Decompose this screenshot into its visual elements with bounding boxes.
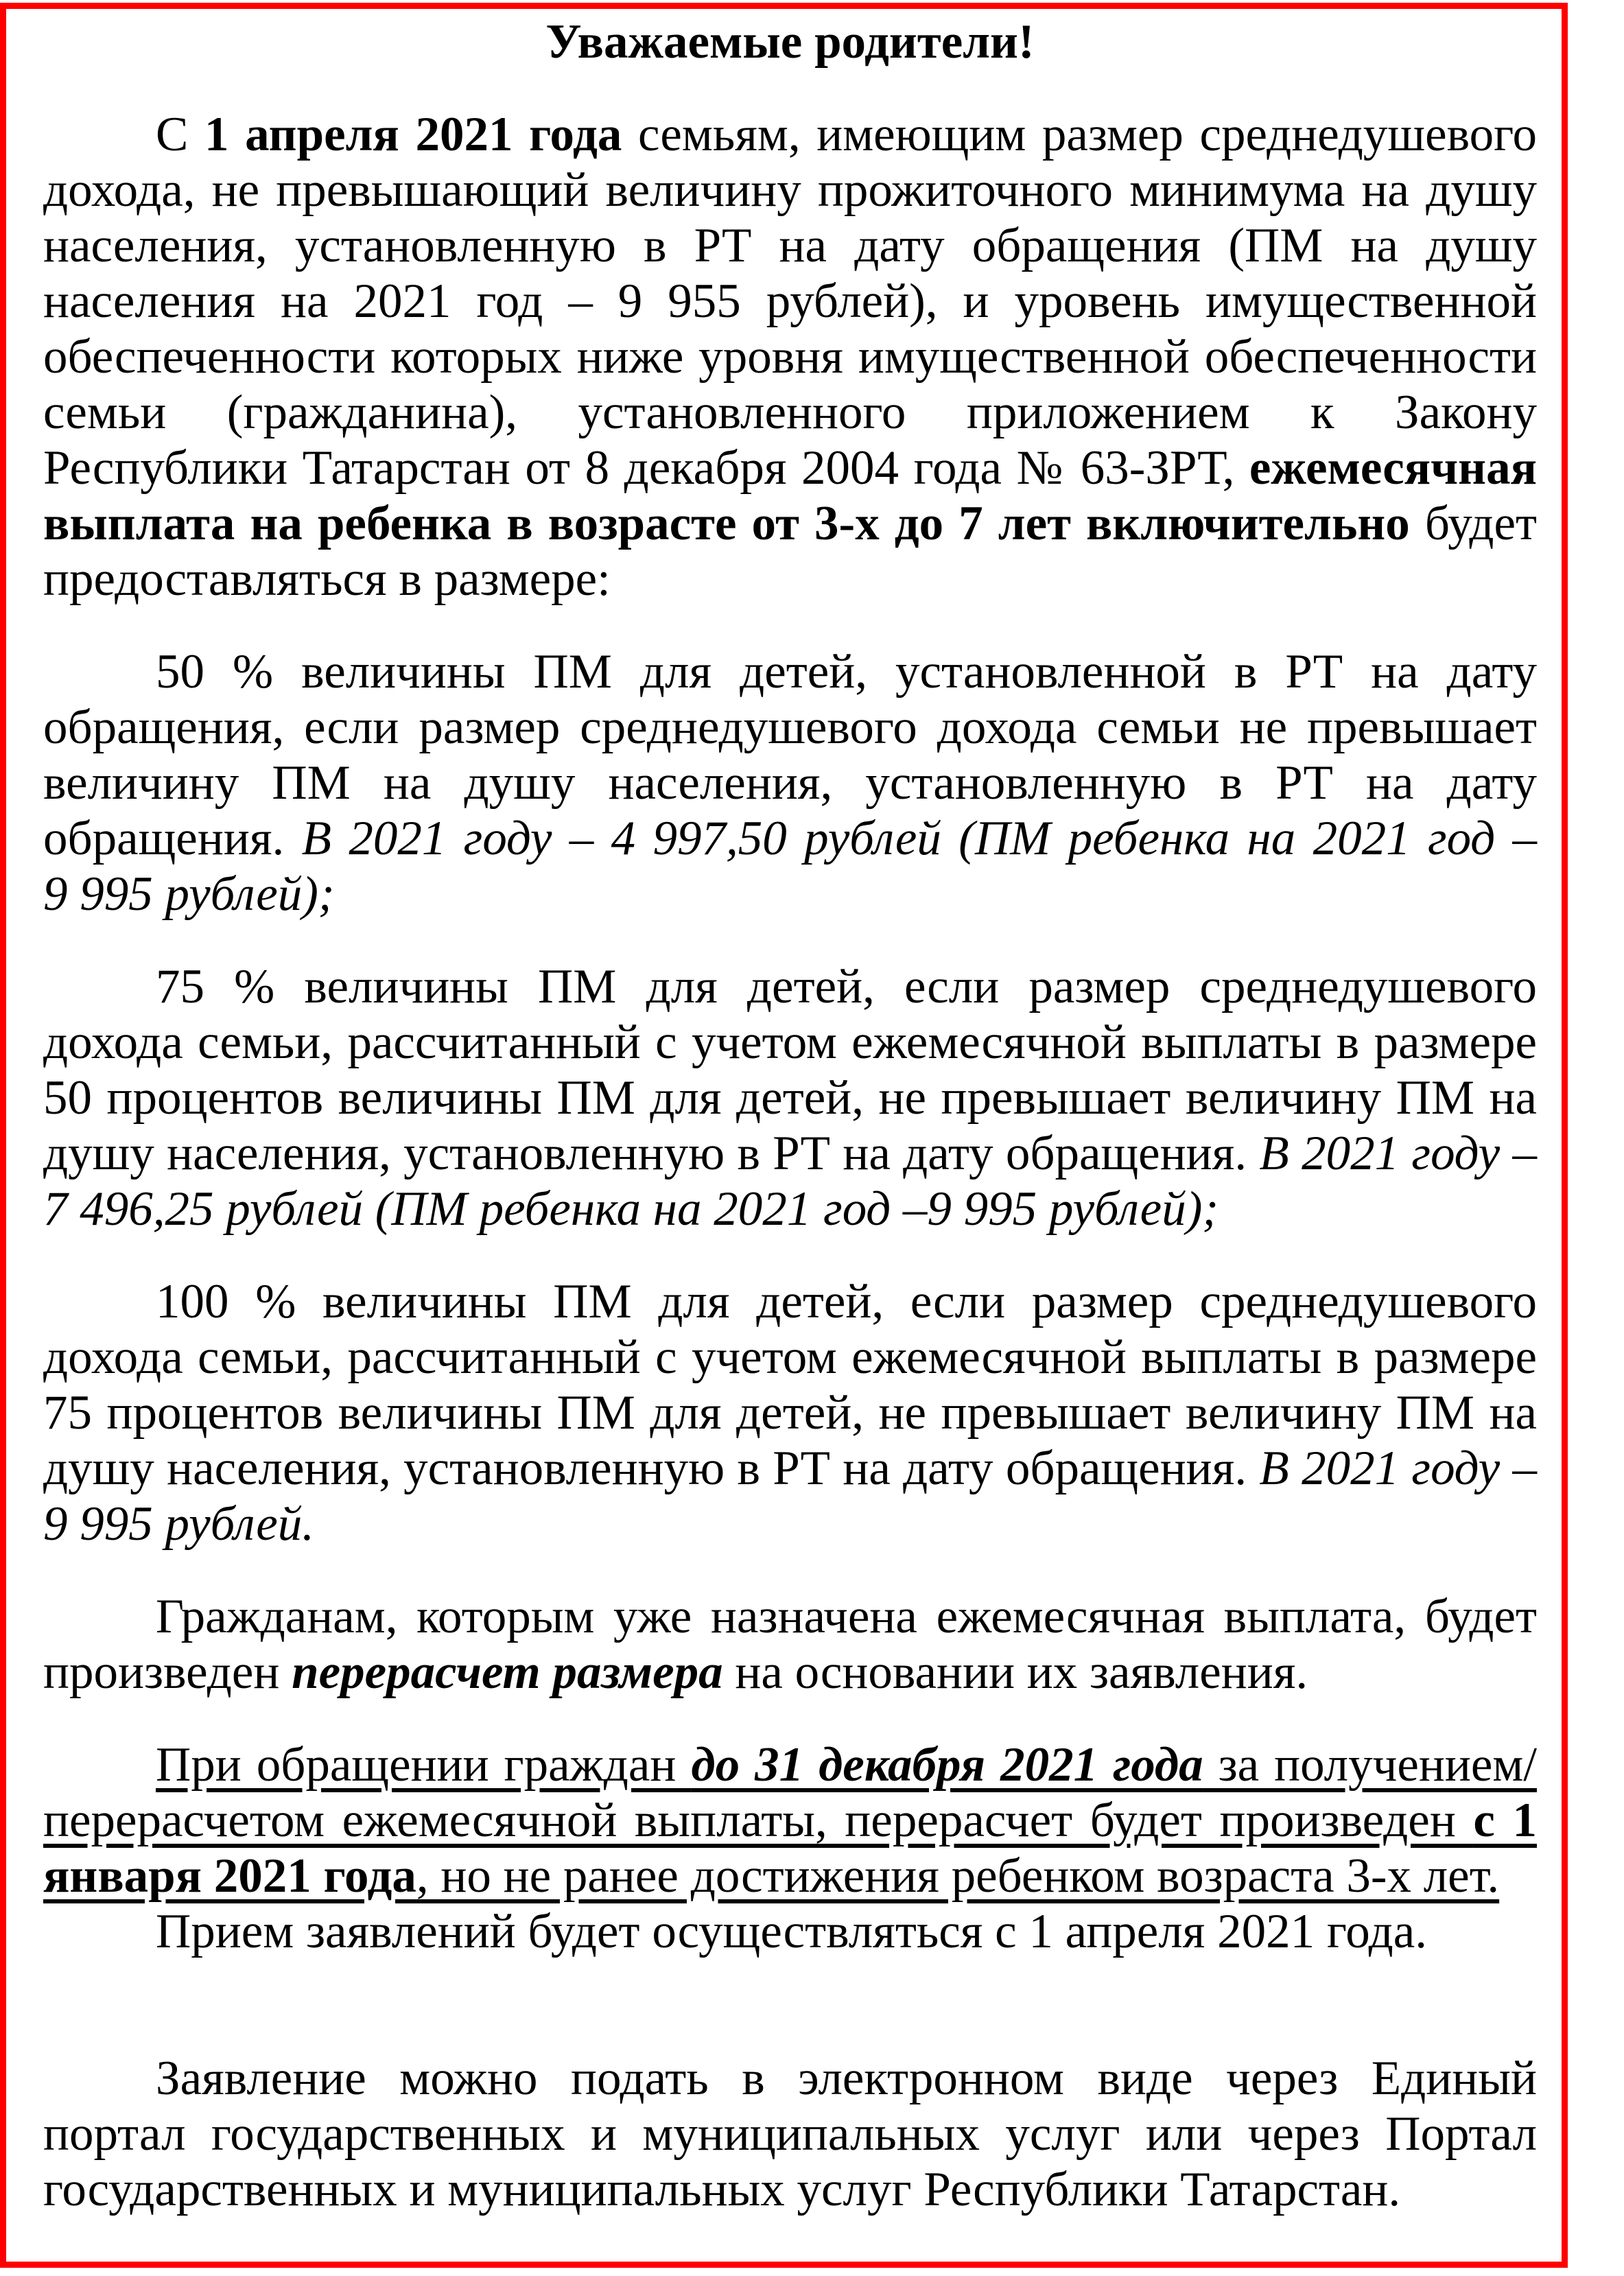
document-body: [43, 107, 1537, 2218]
paragraph-50-percent: [43, 644, 1537, 922]
text-run: перерасчет размера: [292, 1645, 723, 1699]
text-run: Гражданам, которым уже назначена ежемесячная выплата, будет произведен: [43, 1590, 1537, 1699]
page-title: Уважаемые родители!: [545, 15, 1035, 69]
paragraph-recalculation: [43, 1589, 1537, 1700]
text-run: за получением/перерасчетом ежемесячной выплаты, перерасчет будет произведен: [43, 1738, 1537, 1847]
text-run: В 2021 году – 9 995 рублей.: [43, 1442, 1537, 1551]
paragraph-intro: [43, 107, 1537, 607]
text-run: ежемесячная выплата на ребенка в возрасте от 3-х до 7 лет включительно: [43, 441, 1537, 550]
paragraph-75-percent: [43, 959, 1537, 1237]
text-run: на основании их заявления.: [722, 1645, 1308, 1699]
text-run: 75 % величины ПМ для детей, если размер среднедушевого дохода семьи, рассчитанный с учетом ежемесячной выплаты в размере 50 процентов величины ПМ для детей, не превышает величину ПМ на душу населения, установленную в РТ на дату обращения.: [43, 960, 1537, 1180]
text-run: Прием заявлений будет осуществляться с 1 апреля 2021 года.: [156, 1905, 1428, 1958]
paragraph-100-percent: [43, 1274, 1537, 1552]
text-run: 50 % величины ПМ для детей, установленной в РТ на дату обращения, если размер среднедушевого дохода семьи не превышает величину ПМ на душу населения, установленную в РТ на дату обращения.: [43, 645, 1537, 865]
text-run: семьям, имеющим размер среднедушевого дохода, не превышающий величину прожиточного минимума на душу населения, установленную в РТ на дату обращения (ПМ на душу населения на 2021 год – 9 955 рублей), и уровень имущественной обеспеченности которых ниже уровня имущественной обеспеченности семьи (гражданина), установленного приложением к Закону Республики Татарстан от 8 декабря 2004 года № 63-ЗРТ,: [43, 108, 1538, 495]
text-run: с 1 января 2021 года: [43, 1794, 1538, 1903]
text-run: , но не ранее достижения ребенком возраста 3-х лет.: [416, 1849, 1500, 1903]
text-run: 1 апреля 2021 года: [204, 108, 622, 161]
text-run: будет предоставляться в размере:: [43, 497, 1537, 606]
document-sheet: [0, 3, 1568, 2268]
text-run: При обращении граждан: [156, 1738, 692, 1792]
text-run: В 2021 году – 4 997,50 рублей (ПМ ребенка на 2021 год – 9 995 рублей);: [43, 812, 1537, 921]
text-run: до 31 декабря 2021 года: [691, 1738, 1203, 1792]
text-run: Заявление можно подать в электронном виде через Единый портал государственных и муниципальных услуг или через Портал государственных и муниципальных услуг Республики Татарстан.: [43, 2052, 1537, 2216]
text-run: 100 % величины ПМ для детей, если размер среднедушевого дохода семьи, рассчитанный с учетом ежемесячной выплаты в размере 75 процентов величины ПМ для детей, не превышает величину ПМ на душу населения, установленную в РТ на дату обращения.: [43, 1275, 1537, 1495]
text-run: С: [156, 108, 204, 161]
text-run: В 2021 году – 7 496,25 рублей (ПМ ребенка на 2021 год –9 995 рублей);: [43, 1127, 1537, 1236]
paragraph-portal: [43, 2051, 1537, 2218]
paragraph-applications-start: [43, 1904, 1537, 1960]
paragraph-deadline-underlined: [43, 1737, 1537, 1904]
